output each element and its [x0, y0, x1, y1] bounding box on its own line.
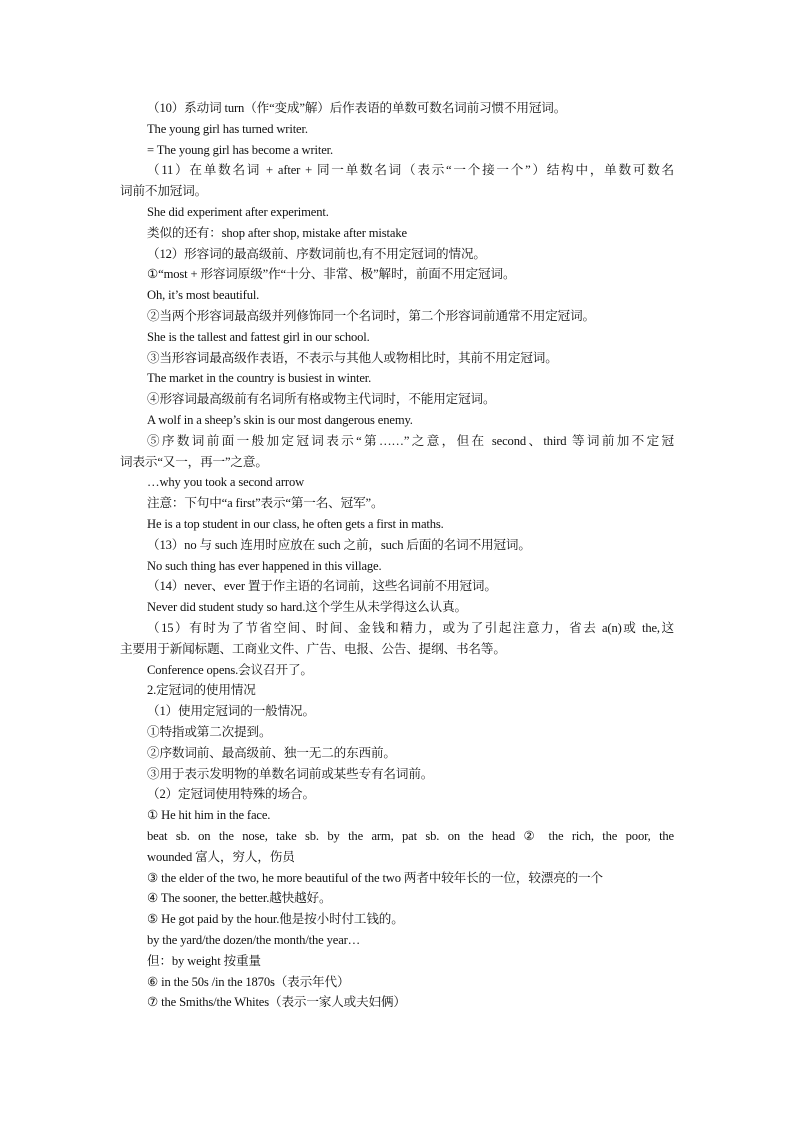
text-line: ⑦ the Smiths/the Whites（表示一家人或夫妇俩） — [147, 995, 406, 1009]
text-line: （14）never、ever 置于作主语的名词前，这些名词前不用冠词。 — [147, 579, 497, 593]
text-line: Oh, it’s most beautiful. — [147, 288, 260, 302]
section-heading: 2.定冠词的使用情况 — [147, 683, 256, 697]
text-line: 主要用于新闻标题、工商业文件、广告、电报、公告、提纲、书名等。 — [120, 642, 506, 656]
text-line: by the yard/the dozen/the month/the year… — [147, 933, 361, 947]
text-line: wounded 富人，穷人，伤员 — [147, 850, 295, 864]
text-line: ①特指或第二次提到。 — [147, 725, 272, 739]
text-line: 注意：下句中“a first”表示“第一名、冠军”。 — [147, 496, 384, 510]
text-line: She did experiment after experiment. — [147, 205, 329, 219]
text-line: （15）有时为了节省空间、时间、金钱和精力，或为了引起注意力，省去 a(n)或 the,这 — [147, 621, 674, 635]
text-line: Never did student study so hard.这个学生从未学得这么认真。 — [147, 600, 467, 614]
text-line: （2）定冠词使用特殊的场合。 — [147, 787, 315, 801]
text-line: The market in the country is busiest in winter. — [147, 371, 372, 385]
text-line: ⑥ in the 50s /in the 1870s（表示年代） — [147, 975, 350, 989]
text-line: She is the tallest and fattest girl in our school. — [147, 330, 370, 344]
text-line: beat sb. on the nose, take sb. by the arm, pat sb. on the head ② the rich, the poor, the — [147, 829, 674, 843]
text-line: No such thing has ever happened in this village. — [147, 559, 382, 573]
text-line: ① He hit him in the face. — [147, 808, 271, 822]
text-line: …why you took a second arrow — [147, 475, 305, 489]
text-line: （10）系动词 turn（作“变成”解）后作表语的单数可数名词前习惯不用冠词。 — [147, 101, 567, 115]
text-line: 词前不加冠词。 — [120, 184, 208, 198]
text-line: ④ The sooner, the better.越快越好。 — [147, 891, 332, 905]
text-line: ⑤序数词前面一般加定冠词表示“第……”之意，但在 second、third 等词前加不定冠 — [147, 434, 674, 448]
text-line: = The young girl has become a writer. — [147, 143, 333, 157]
text-line: ①“most + 形容词原级”作“十分、非常、极”解时，前面不用定冠词。 — [147, 267, 516, 281]
text-line: ④形容词最高级前有名词所有格或物主代词时，不能用定冠词。 — [147, 392, 496, 406]
text-line: （12）形容词的最高级前、序数词前也,有不用定冠词的情况。 — [147, 247, 486, 261]
text-line: ②序数词前、最高级前、独一无二的东西前。 — [147, 746, 396, 760]
text-line: （13）no 与 such 连用时应放在 such 之前，such 后面的名词不用冠词。 — [147, 538, 531, 552]
text-line: ③ the elder of the two, he more beautiful of the two 两者中较年长的一位，较漂亮的一个 — [147, 871, 603, 885]
text-line: （11）在单数名词 + after + 同一单数名词（表示“一个接一个”）结构中，单数可数名 — [147, 163, 674, 177]
text-line: ③当形容词最高级作表语，不表示与其他人或物相比时，其前不用定冠词。 — [147, 351, 558, 365]
text-line: ②当两个形容词最高级并列修饰同一个名词时，第二个形容词前通常不用定冠词。 — [147, 309, 595, 323]
text-line: Conference opens.会议召开了。 — [147, 663, 313, 677]
text-line: The young girl has turned writer. — [147, 122, 308, 136]
text-line: ③用于表示发明物的单数名词前或某些专有名词前。 — [147, 767, 434, 781]
text-line: ⑤ He got paid by the hour.他是按小时付工钱的。 — [147, 912, 404, 926]
text-line: 类似的还有：shop after shop, mistake after mistake — [147, 226, 407, 240]
text-line: 词表示“又一，再一”之意。 — [120, 455, 268, 469]
text-line: 但：by weight 按重量 — [147, 954, 261, 968]
text-line: （1）使用定冠词的一般情况。 — [147, 704, 315, 718]
text-line: He is a top student in our class, he often gets a first in maths. — [147, 517, 444, 531]
text-line: A wolf in a sheep’s skin is our most dangerous enemy. — [147, 413, 413, 427]
